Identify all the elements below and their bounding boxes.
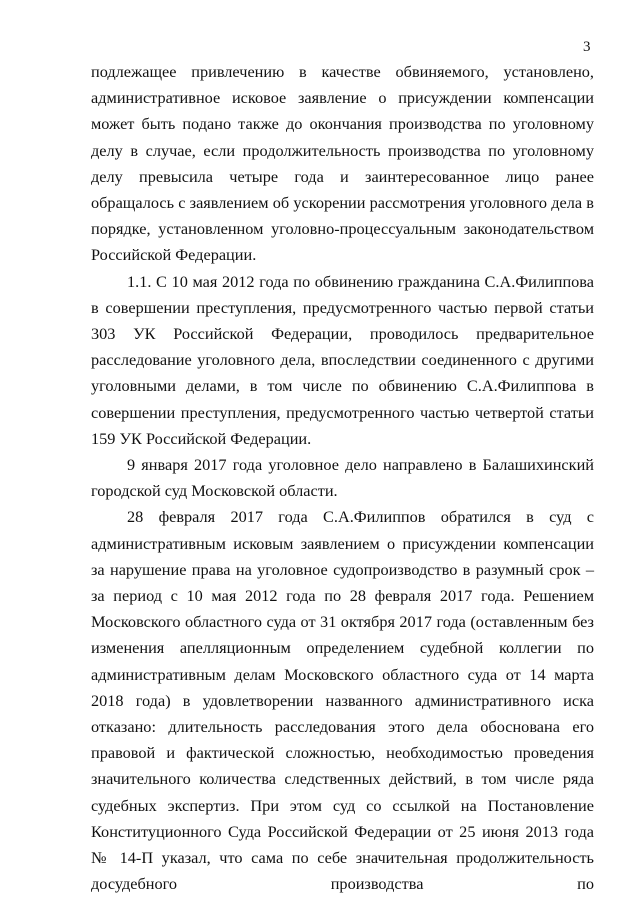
paragraph-february-2017: 28 февраля 2017 года С.А.Филиппов обратился в суд с административным исковым заявлением о присуждении компенсации за нарушение права на уголовное судопроизводство в разумный срок – за период с 10 мая 2012 года по 28 февраля 2017 года. Решением Московского областного суда от 31 октября 2017 года (оставленным без изменения апелляционным определением судебной коллегии по административным делам Московского областного суда от 14 марта 2018 года) в удовлетворении названного административного иска отказано: длительность расследования этого дела обоснована его правовой и фактической сложностью, необходимостью проведения значительного количества следственных действий, в том числе ряда судебных экспертиз. При этом суд со ссылкой на Постановление Конституционного Суда Российской Федерации от 25 июня 2013 года № 14-П указал, что сама по себе значительная продолжительность досудебного производства по	[91, 507, 594, 894]
paragraph-1-1: 1.1. С 10 мая 2012 года по обвинению гражданина С.А.Филиппова в совершении преступления, предусмотренного частью первой статьи 303 УК Российской Федерации, проводилось предварительное расследование уголовного дела, впоследствии соединенного с другими уголовными делами, в том числе по обвинению С.А.Филиппова в совершении преступления, предусмотренного частью четвертой статьи 159 УК Российской Федерации.	[91, 271, 594, 448]
page-number: 3	[583, 39, 591, 55]
paragraph-january-2017: 9 января 2017 года уголовное дело направлено в Балашихинский городской суд Московской области.	[91, 455, 594, 501]
document-body	[91, 59, 594, 898]
paragraph-continuation: подлежащее привлечению в качестве обвиняемого, установлено, административное исковое заявление о присуждении компенсации может быть подано также до окончания производства по уголовному делу в случае, если продолжительность производства по уголовному делу превысила четыре года и заинтересованное лицо ранее обращалось с заявлением об ускорении рассмотрения уголовного дела в порядке, установленном уголовно-процессуальным законодательством Российской Федерации.	[91, 62, 594, 265]
